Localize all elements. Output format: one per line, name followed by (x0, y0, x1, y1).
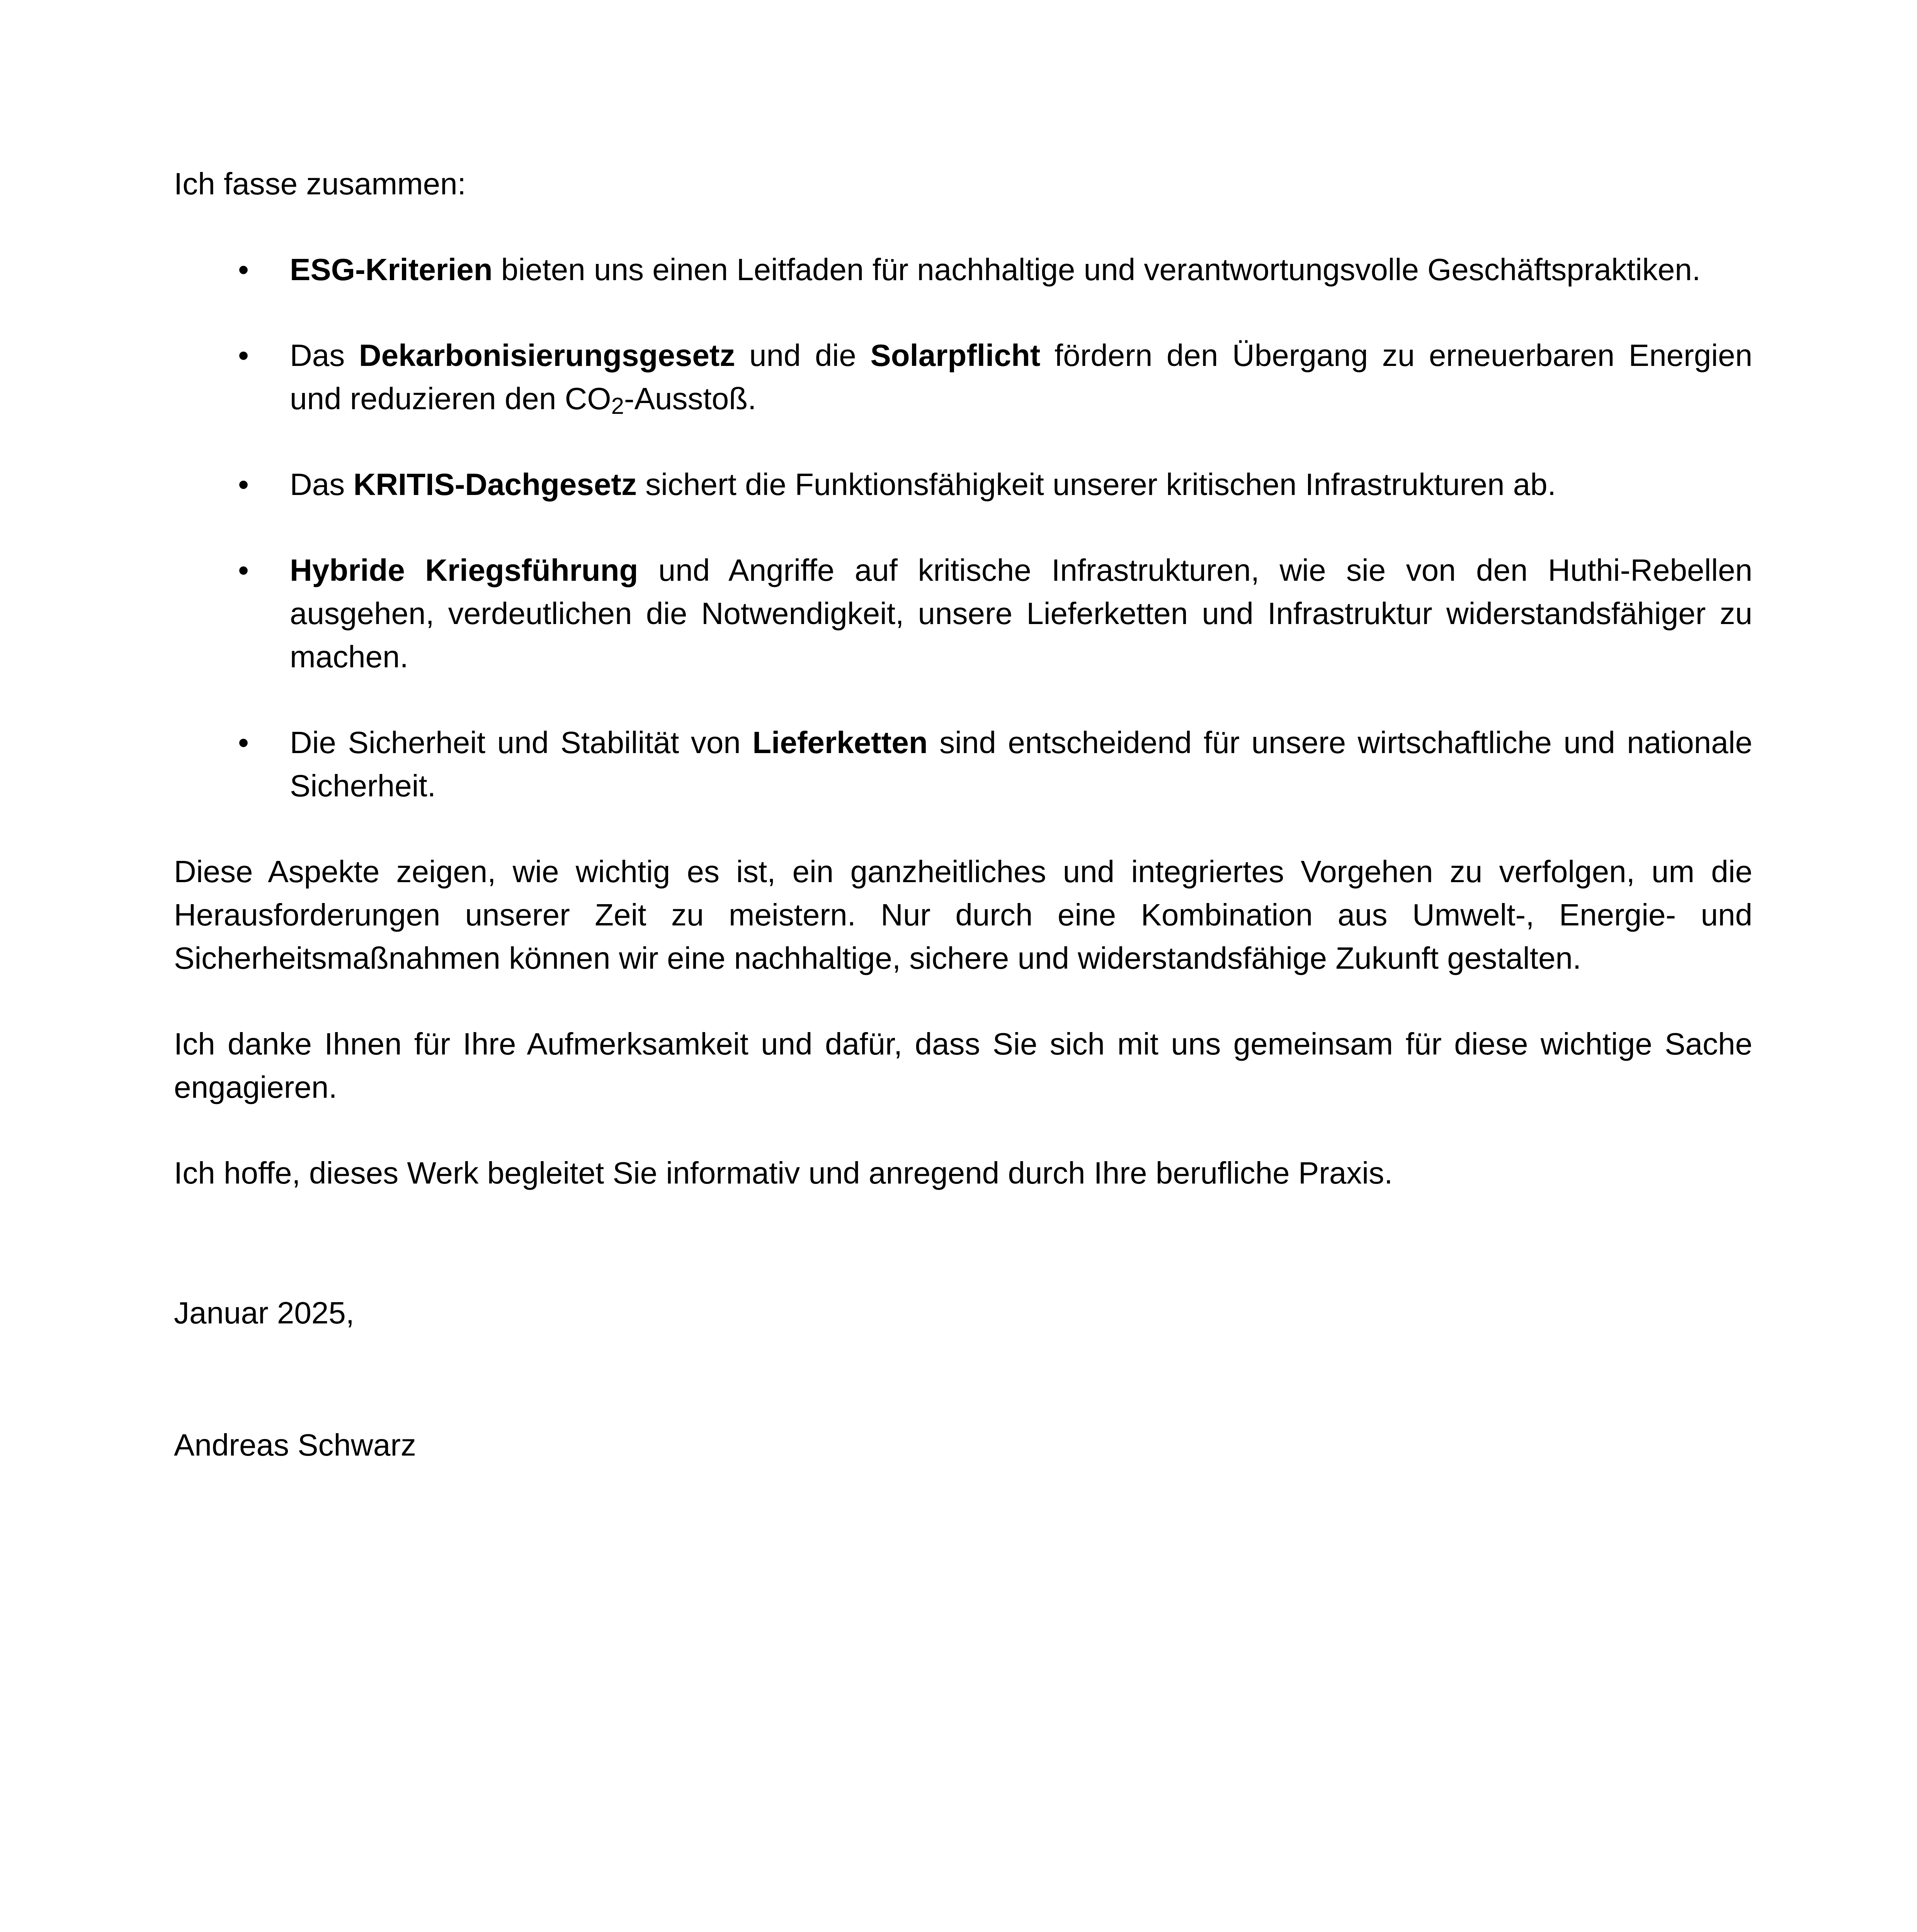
list-item-text: und Angriffe auf kritische Infrastrukturen, wie sie von den Huthi-Rebellen ausgehen, verdeutlichen die Notwendigkeit, unsere Lieferketten und Infrastruktur widerstandsfähiger zu machen. (290, 553, 1752, 674)
list-item-text: -Ausstoß. (624, 381, 757, 416)
subscript-text: 2 (611, 393, 624, 419)
bullet-icon: • (238, 553, 249, 587)
bullet-icon: • (238, 467, 249, 502)
list-item (174, 549, 1752, 679)
page-content (174, 162, 1752, 1467)
emphasis-term: KRITIS-Dachgesetz (353, 467, 637, 502)
author-signature: Andreas Schwarz (174, 1428, 416, 1462)
bullet-icon: • (238, 725, 249, 760)
summary-list (174, 248, 1752, 808)
date-line: Januar 2025, (174, 1296, 355, 1330)
body-paragraph: Diese Aspekte zeigen, wie wichtig es ist, ein ganzheitliches und integriertes Vorgehen zu verfolgen, um die Herausforderungen unserer Zeit zu meistern. Nur durch eine Kombination aus Umwelt-, Energie- und Sicherheitsmaßnahmen können wir eine nachhaltige, sichere und widerstandsfähige Zukunft gestalten. (174, 854, 1752, 975)
emphasis-term: Lieferketten (752, 725, 928, 760)
list-item-text: Das (290, 467, 354, 502)
list-item-text: sichert die Funktionsfähigkeit unserer kritischen Infrastrukturen ab. (636, 467, 1556, 502)
emphasis-term: Dekarbonisierungsgesetz (359, 338, 735, 372)
thanks-paragraph: Ich danke Ihnen für Ihre Aufmerksamkeit und dafür, dass Sie sich mit uns gemeinsam für diese wichtige Sache engagieren. (174, 1027, 1752, 1104)
list-item-text: fördern den Übergang zu erneuerbaren Energien und reduzieren den CO (290, 338, 1752, 416)
intro-text: Ich fasse zusammen: (174, 167, 466, 201)
list-item (174, 463, 1752, 506)
bullet-icon: • (238, 338, 249, 372)
bullet-icon: • (238, 252, 249, 287)
emphasis-term: Hybride Kriegsführung (290, 553, 638, 587)
emphasis-term: ESG-Kriterien (290, 252, 493, 287)
emphasis-term: Solarpflicht (870, 338, 1041, 372)
list-item-text: und die (735, 338, 871, 372)
list-item-text: bieten uns einen Leitfaden für nachhaltige und verantwortungsvolle Geschäftspraktiken. (492, 252, 1701, 287)
list-item-text: Die Sicherheit und Stabilität von (290, 725, 753, 760)
list-item (174, 334, 1752, 420)
closing-paragraph: Ich hoffe, dieses Werk begleitet Sie informativ und anregend durch Ihre berufliche Praxis. (174, 1156, 1393, 1190)
list-item-text: sind entscheidend für unsere wirtschaftliche und nationale Sicherheit. (290, 725, 1752, 803)
list-item-text: Das (290, 338, 359, 372)
list-item (174, 248, 1752, 291)
list-item (174, 721, 1752, 808)
